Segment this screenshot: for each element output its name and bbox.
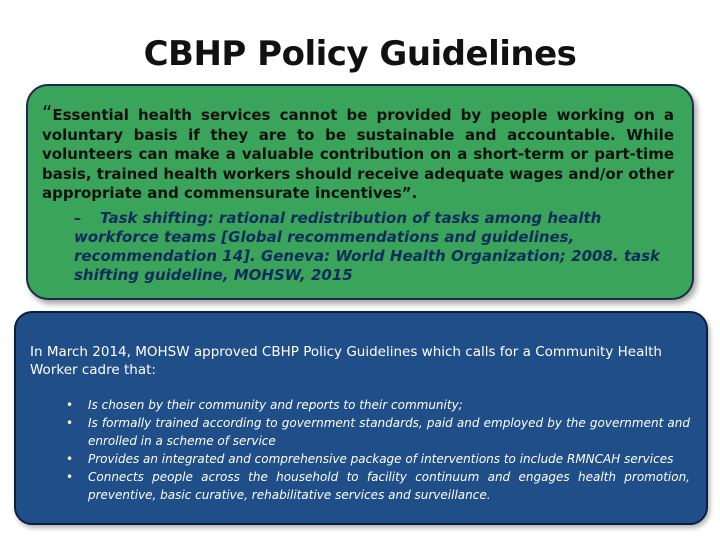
bullet-text: Is formally trained according to government standards, paid and employed by the government and enrolled in a scheme of service <box>88 416 690 448</box>
bullet-dot: • <box>66 452 74 466</box>
policy-bullet <box>66 396 690 414</box>
policy-bullet <box>66 450 690 468</box>
open-quote-mark: “ <box>42 101 53 125</box>
policy-intro: In March 2014, MOHSW approved CBHP Policy Guidelines which calls for a Community Health Worker cadre that: <box>30 344 662 378</box>
citation-dash: – <box>74 209 82 227</box>
policy-bullet <box>66 468 690 504</box>
citation <box>74 209 674 285</box>
bullet-text: Connects people across the household to facility continuum and engages health promotion, preventive, basic curative, rehabilitative services and surveillance. <box>88 470 690 502</box>
policy-bullet <box>66 414 690 450</box>
policy-bullet-list <box>66 396 690 504</box>
quote-text <box>42 101 674 204</box>
bullet-dot: • <box>66 416 74 430</box>
quote-body: Essential health services cannot be provided by people working on a voluntary basis if they are to be sustainable and accountable. While volunteers can make a valuable contribution on a short-term or part-time basis, trained health workers should receive adequate wages and/or other appropriate and commensurate incentives”. <box>42 106 674 202</box>
bullet-text: Provides an integrated and comprehensive package of interventions to include RMNCAH services <box>88 452 674 466</box>
bullet-text: Is chosen by their community and reports to their community; <box>88 398 463 412</box>
slide-title: CBHP Policy Guidelines <box>143 34 577 74</box>
bullet-dot: • <box>66 398 74 412</box>
citation-text: Task shifting: rational redistribution of tasks among health workforce teams [Global recommendations and guidelines, recommendation 14]. Geneva: World Health Organization; 2008. task shifting guideline, MOHSW, 2015 <box>74 209 661 284</box>
bullet-dot: • <box>66 470 74 484</box>
